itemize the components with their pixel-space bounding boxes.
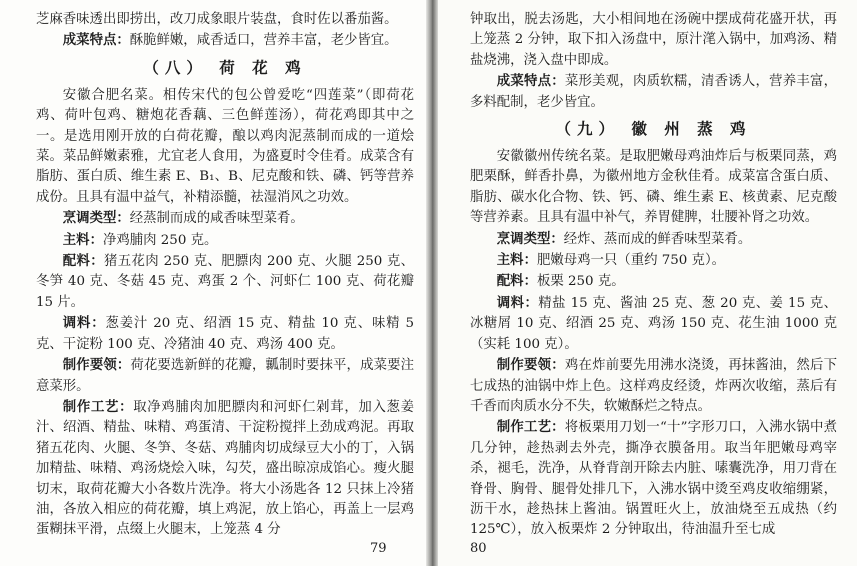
cooking-type-paragraph [470, 229, 837, 250]
process-label: 制作工艺： [496, 419, 565, 436]
aux-ingredient-label: 配料： [62, 253, 105, 270]
aux-ingredient-text: 猪五花肉 250 克、肥膘肉 200 克、火腿 250 克、冬笋 40 克、冬菇 45 克、鸡蛋 2 个、河虾仁 100 克、荷花瓣 15 片。 [36, 254, 415, 310]
recipe-intro: 安徽合肥名菜。相传宋代的包公曾爱吃“四莲菜”（即荷花鸡、荷叶包鸡、糖炮花香藕、三色鲜莲汤），荷花鸡即其中之一。是选用刚开放的白荷花瓣，酿以鸡肉泥蒸制而成的一道烩菜。菜品鲜嫩素雅，尤宜老人食用，为盛夏时令佳肴。成菜含有脂肪、蛋白质、维生素 E、B₁、B、尼克酸和铁、磷、钙等营养成份。且具有温中益气，补精添髓，祛湿消风之功效。 [36, 87, 414, 205]
feature-label: 成菜特点： [496, 73, 565, 90]
recipe-heading-huizhou-chicken: （九） 徽 州 蒸 鸡 [555, 119, 752, 139]
page-number-left: 79 [370, 541, 387, 556]
right-feature-paragraph [470, 71, 837, 113]
main-ingredient-label: 主料： [496, 252, 537, 269]
feature-text: 酥脆鲜嫩，咸香适口，营养丰富，老少皆宜。 [129, 33, 398, 49]
process-text: 取净鸡脯肉加肥膘肉和河虾仁剁茸，加入葱姜汁、绍酒、精盐、味精、鸡蛋清、干淀粉搅拌上劲成鸡泥。再取猪五花肉、火腿、冬笋、冬菇、鸡脯肉切成绿豆大小的丁，入锅加精盐、味精、鸡汤烧烩入味，勾芡，盛出晾凉成馅心。瘦火腿切末，取荷花瓣大小各数片洗净。将大小汤匙各 12 只抹上冷猪油，各放入相应的荷花瓣，填上鸡泥，放上馅心，再盖上一层鸡蛋糊抹平滑，点缀上火腿末，上笼蒸 4 分 [36, 399, 415, 538]
seasoning-paragraph [470, 293, 837, 355]
recipe-intro: 安徽徽州传统名菜。是取肥嫩母鸡油炸后与板栗同蒸，鸡肥栗酥，鲜香扑鼻，为徽州地方金秋佳肴。成菜富含蛋白质、脂肪、碳水化合物、铁、钙、磷、维生素 E、核黄素、尼克酸等营养素。且具有温中补气，养胃健脾，壮腰补肾之功效。 [470, 149, 837, 226]
main-ingredient-text: 净鸡脯肉 250 克。 [102, 232, 218, 248]
main-ingredient-paragraph [470, 250, 837, 271]
main-ingredient-text: 肥嫩母鸡一只（重约 750 克）。 [536, 253, 726, 269]
seasoning-label: 调料： [496, 294, 539, 311]
key-points-label: 制作要领： [62, 357, 131, 374]
page-number-right: 80 [470, 541, 487, 556]
main-ingredient-label: 主料： [62, 231, 103, 248]
seasoning-label: 调料： [62, 315, 106, 332]
process-text: 将板栗用刀划一“十”字形刀口，入沸水锅中煮几分钟，趁热剥去外壳，撕净衣膜备用。取当年肥嫩母鸡宰杀，褪毛，洗净，从脊背剖开除去内脏、嗉囊洗净，用刀背在脊骨、胸骨、腿骨处排几下，入沸水锅中烫至鸡皮收缩绷紧，沥干水，趁热抹上酱油。锅置旺火上，放油烧至五成热（约 125℃），放入板栗炸 2 分钟取出，待油温升至七成 [470, 420, 837, 538]
feature-label: 成菜特点： [62, 32, 130, 49]
aux-ingredient-text: 板栗 250 克。 [536, 274, 625, 290]
process-paragraph [36, 397, 414, 541]
recipe-heading-lotus-chicken: （八） 荷 花 鸡 [143, 57, 307, 77]
aux-ingredient-paragraph [470, 271, 837, 292]
seasoning-text: 精盐 15 克、酱油 25 克、葱 20 克、姜 15 克、冰糖屑 10 克、绍酒 25 克、鸡汤 150 克、花生油 1000 克（实耗 100 克）。 [470, 295, 837, 352]
key-points-label: 制作要领： [496, 357, 565, 374]
cooking-type-text: 经蒸制而成的咸香味型菜肴。 [129, 211, 304, 227]
main-ingredient-paragraph [36, 230, 414, 251]
left-continued-text: 芝麻香味透出即捞出，改刀成象眼片装盘，食时佐以番茄酱。 [36, 12, 398, 27]
right-continued-text: 钟取出，脱去汤匙，大小相间地在汤碗中摆成荷花盛开状，再上笼蒸 2 分钟，取下扣入汤盘中，原汁滗入锅中，加鸡汤、精盐烧沸，浇入盘中即成。 [470, 12, 837, 68]
key-points-paragraph [470, 355, 837, 417]
book-gutter [426, 0, 438, 566]
process-paragraph [470, 417, 837, 540]
process-label: 制作工艺： [62, 398, 134, 415]
seasoning-text: 葱姜汁 20 克、绍酒 15 克、精盐 10 克、味精 5 克、干淀粉 100 克、冷猪油 40 克、鸡汤 400 克。 [36, 316, 415, 352]
right-page [438, 0, 857, 566]
aux-ingredient-label: 配料： [496, 273, 537, 290]
cooking-type-label: 烹调类型： [496, 230, 564, 247]
cooking-type-paragraph [36, 208, 414, 229]
seasoning-paragraph [36, 313, 414, 355]
aux-ingredient-paragraph [36, 251, 414, 313]
left-page [0, 0, 426, 566]
cooking-type-text: 经炸、蒸而成的鲜香味型菜肴。 [563, 231, 752, 247]
key-points-text: 鸡在炸前要先用沸水浇烫，再抹酱油，然后下七成热的油锅中炸上色。这样鸡皮经烫，炸两次收缩，蒸后有千香而肉质水分不失，软嫩酥烂之特点。 [470, 358, 838, 414]
key-points-paragraph [36, 355, 414, 397]
left-feature-paragraph [36, 30, 414, 51]
key-points-text: 荷花要选新鲜的花瓣，瓤制时要抹平，成菜要注意菜形。 [36, 358, 414, 394]
cooking-type-label: 烹调类型： [62, 210, 130, 227]
feature-text: 菜形美观，肉质软糯，清香诱人，营养丰富，多料配制，老少皆宜。 [470, 74, 838, 110]
